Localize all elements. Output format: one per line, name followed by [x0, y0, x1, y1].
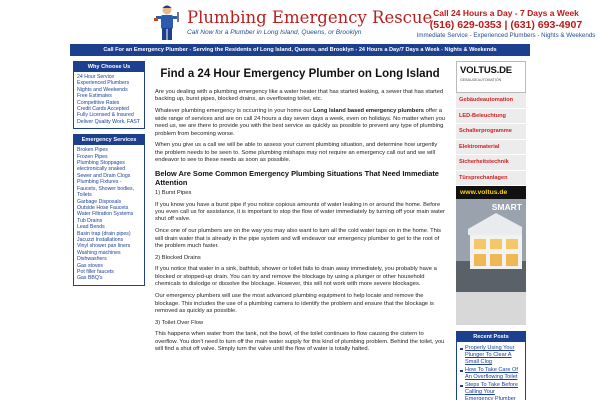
ad-item: Elektromaterial [456, 140, 526, 156]
ad-item: Gebäudeautomation [456, 93, 526, 109]
list-item: Nights and Weekends [77, 86, 128, 93]
recent-posts-title: Recent Posts [457, 332, 525, 342]
intro-text-end: offer a wide range of services and are on call 24 hours a day seven days a week, even on holidays. No matter when you need us, we are there to provide you with the best service as quickly as possible to prevent any type of plumbing problem from becoming worse. [155, 108, 446, 137]
ad-item: Sicherheitstechnik [456, 155, 526, 171]
site-title[interactable]: Plumbing Emergency Rescue [187, 8, 433, 27]
service-link[interactable]: Water Filtration Systems [77, 211, 134, 218]
service-link[interactable]: Plumbing Fixtures - [77, 179, 122, 186]
top-banner: Call For an Emergency Plumber - Serving the Residents of Long Island, Queens, and Brooklyn - 24 Hours a Day/7 Days a Week - Nights & Weekends [70, 44, 530, 56]
ad-items [456, 93, 526, 186]
ad-brand-sub: GEBÄUDEAUTOMATION [460, 78, 502, 82]
services-line: Immediate Service - Experienced Plumbers - Nights & Weekends [416, 32, 596, 39]
service-link[interactable]: Sewer and Drain Clogs [77, 172, 131, 179]
house-illustration-icon [456, 199, 526, 292]
list-item: Free Estimates [77, 93, 112, 100]
ad-item: LED-Beleuchtung [456, 109, 526, 125]
list-item: Fully Licensed & Insured [77, 112, 134, 119]
why-choose-us-box [73, 61, 145, 129]
service-link[interactable]: electronically snaked [77, 166, 126, 173]
service-link[interactable]: Tub Drains [77, 217, 103, 224]
situation-2-paragraph-2: Our emergency plumbers will use the most advanced plumbing equipment to help locate and remove the blockage. This includes the use of a plumbing camera to identify the problem and ensure that the blockage is removed as quickly as possible. [155, 293, 434, 314]
service-link[interactable]: Toilets [77, 192, 92, 199]
phone-numbers[interactable]: (516) 629-0353 | (631) 693-4907 [429, 19, 583, 31]
call-heading: Call 24 Hours a Day - 7 Days a Week [433, 8, 579, 18]
situation-1-paragraph-2: Once one of our plumbers are on the way you may also want to turn all the cold water taps on in the home. This will drain water that is already in the pipe system and will endeavor our emergency plumber to get to the root of the problem much faster. [155, 228, 442, 250]
why-choose-us-list [74, 72, 144, 128]
situation-3-title: 3) Toilet Over Flow [155, 319, 204, 326]
intro-paragraph-2 [155, 108, 445, 138]
list-item: Competitive Rates [77, 99, 120, 106]
service-link[interactable]: Plumbing Stoppages [77, 160, 125, 167]
page-title: Find a 24 Hour Emergency Plumber on Long Island [160, 68, 440, 80]
ad-smart-label: SMART [491, 202, 522, 212]
situation-1-title: 1) Burst Pipes [155, 190, 192, 197]
situation-2-paragraph-1: If you notice that water in a sink, bathtub, shower or toilet fails to drain away immediately, you probably have a blocked or stopped-up drain. You can try and remove the blockage by using a plunger or other household chemicals to dislodge or dissolve the blockage. However, this will not work with more severe blockages. [155, 266, 437, 288]
list-item: 24 Hour Service [77, 74, 115, 80]
service-link[interactable]: Gas BBQ's [77, 275, 103, 282]
site-tagline: Call Now for a Plumber in Long Island, Queens, or Brooklyn [187, 29, 362, 36]
service-link[interactable]: Broken Pipes [77, 147, 108, 154]
voltus-advertisement[interactable] [456, 61, 526, 325]
intro-bold-text: Long Island based emergency plumbers [313, 108, 425, 115]
emergency-services-box [73, 134, 145, 286]
service-link[interactable]: Vinyl shower pan liners [77, 243, 131, 250]
list-item: Deliver Quality Work, FAST [77, 118, 141, 125]
right-sidebar [456, 61, 526, 400]
plumber-mascot-icon [153, 4, 181, 42]
situations-heading: Below Are Some Common Emergency Plumbing Situations That Need Immediate Attention [155, 169, 439, 188]
service-link[interactable]: Jacuzzi Installations [77, 236, 124, 243]
service-link[interactable]: Gas stoves [77, 262, 103, 269]
intro-text-start: Whatever plumbing emergency is occurring in your home our [155, 108, 314, 115]
site-header [70, 0, 596, 45]
service-link[interactable]: Basin trap (drain pipes) [77, 230, 131, 237]
service-link[interactable]: Dishwashers [77, 256, 107, 263]
left-sidebar [73, 61, 145, 291]
service-link[interactable]: Faucets, Shower bodies, [77, 185, 135, 192]
recent-post-link[interactable]: How To Take Care Of An Overflowing Toilet [459, 367, 523, 381]
ad-brand: VOLTUS.DE [460, 65, 512, 76]
situation-3-paragraph-1: This happens when water from the tank, not the bowl, of the toilet continues to flow causing the cistern to overflow. You don't need to turn off the main water supply for this kind of plumbing problem. Behind the toilet, you will find a shut off valve. Simply turn the valve until the flow of water is totally halted. [155, 331, 445, 353]
situation-2-title: 2) Blocked Drains [155, 255, 201, 261]
ad-item: Schalterprogramme [456, 124, 526, 140]
intro-paragraph-3: When you give us a call we will be able to assess your current plumbing situation, and determine how urgently the problem needs to be seen to. Some plumbing mishaps may not require an emergency call out and we will endeavor to see to these needs as soon as possible. [155, 142, 438, 164]
situation-1-paragraph-1: If you know you have a burst pipe if you notice copious amounts of water leaking in or around the home. Before you even call us for assistance, it is important to stop the flow of water immediately by turning off your main water shut off valve. [155, 201, 445, 223]
recent-posts-box [456, 331, 526, 400]
recent-post-link[interactable]: Steps To Take Before Calling Your Emergency Plumber [459, 382, 523, 400]
ad-url: www.voltus.de [456, 186, 526, 199]
service-link[interactable]: Garbage Disposals [77, 198, 122, 205]
recent-post-link[interactable]: Properly Using Your Plunger To Clear A Small Clog [459, 345, 523, 366]
why-choose-us-title: Why Choose Us [74, 62, 144, 72]
service-link[interactable]: Lead Bends [77, 224, 105, 231]
service-link[interactable]: Pot filler faucets [77, 268, 114, 275]
service-link[interactable]: Frozen Pipes [77, 153, 108, 160]
recent-posts-list [457, 342, 525, 400]
call-box [412, 8, 600, 39]
list-item: Credit Cards Accepted [77, 106, 129, 113]
service-link[interactable]: Outside Hose Faucets [77, 204, 129, 211]
intro-paragraph-1: Are you dealing with a plumbing emergency like a water heater that has started leaking, a sewer that has started backing up, burst pipes, blocked drains, an overflowing toilet, etc. [155, 89, 444, 103]
list-item: Experienced Plumbers [77, 80, 130, 87]
ad-item: Türsprechanlagen [456, 171, 526, 187]
emergency-services-list [74, 145, 144, 285]
main-content [155, 66, 445, 358]
ad-header [456, 61, 526, 93]
house-photo [456, 199, 526, 292]
emergency-services-title: Emergency Services [74, 135, 144, 145]
service-link[interactable]: Washing machines [77, 249, 121, 256]
